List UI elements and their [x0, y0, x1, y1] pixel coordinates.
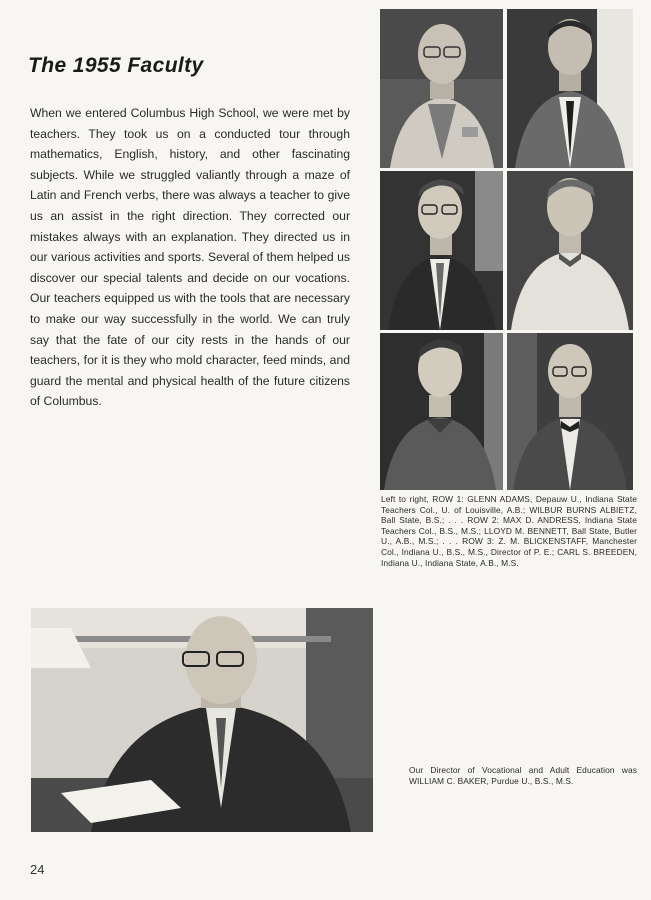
faculty-grid-caption: Left to right, ROW 1: GLENN ADAMS, Depauw U., Indiana State Teachers Col., U. of Louisville, A.B.; WILBUR BURNS ALBIETZ, Ball State, B.S.; . . . ROW 2: MAX D. ANDRESS, Indiana State Teachers Col., B.S., M.S.; LLOYD M. BENNETT, Ball State, Butler U., A.B., M.S.; . . . ROW 3: Z. M. BLICKENSTAFF, Manchester Col., Indiana U., B.S., M.S., Director of P. E.; CARL S. BREEDEN, Indiana U., Indiana State, A.B., M.S. — [381, 494, 637, 568]
page-title: The 1955 Faculty — [28, 54, 204, 77]
faculty-photo-carl-breeden — [507, 333, 633, 490]
director-caption: Our Director of Vocational and Adult Education was WILLIAM C. BAKER, Purdue U., B.S., M.S. — [409, 765, 637, 786]
faculty-photo-z-m-blickenstaff — [380, 333, 503, 490]
faculty-photo-glenn-adams — [380, 9, 503, 168]
director-photo-william-baker — [31, 608, 373, 832]
intro-paragraph: When we entered Columbus High School, we were met by teachers. They took us on a conducted tour through mathematics, English, history, and other fascinating subjects. While we struggled valiantly through a maze of Latin and French verbs, there was always a teacher to give us an assist in the right direction. They corrected our mistakes always with an explanation. They directed us in our various activities and sports. Several of them helped us discover our special talents and decide on our vocations. Our teachers equipped us with the tools that are necessary to make our way successfully in the world. We can truly say that the fate of our city rests in the hands of our teachers, for it is they who mold character, feed minds, and guard the mental and physical health of the future citizens of Columbus. — [30, 106, 350, 409]
page-number: 24 — [30, 862, 45, 877]
faculty-photo-max-andress — [380, 171, 503, 330]
faculty-photo-wilbur-albietz — [507, 9, 633, 168]
faculty-photo-lloyd-bennett — [507, 171, 633, 330]
